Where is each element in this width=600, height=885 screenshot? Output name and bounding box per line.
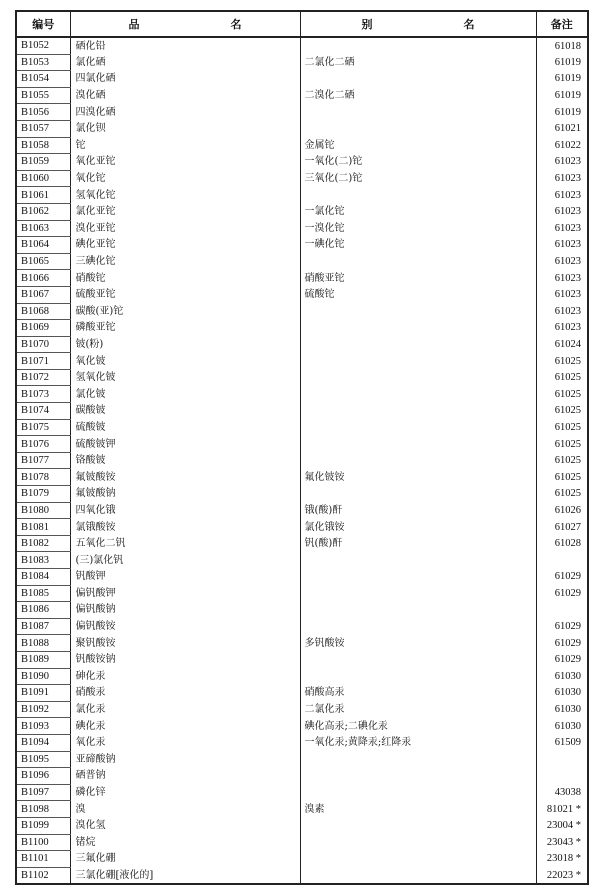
- row-code: B1080: [16, 502, 70, 519]
- row-note: 61029: [554, 637, 581, 649]
- row-note: 61019: [554, 90, 581, 102]
- row-alias: [300, 452, 536, 469]
- row-name: 磷酸亚铊: [70, 320, 300, 337]
- table-row: [16, 37, 588, 54]
- row-code: B1066: [16, 270, 70, 287]
- row-code: B1072: [16, 369, 70, 386]
- row-alias: 硝酸高汞: [300, 685, 536, 702]
- table-row: [16, 253, 588, 270]
- row-name: 碳酸(亚)铊: [70, 303, 300, 320]
- table-row: [16, 469, 588, 486]
- table-row: [16, 701, 588, 718]
- row-name: 氧化铊: [70, 170, 300, 187]
- row-alias: 氯化锇铵: [300, 519, 536, 536]
- row-alias: 一溴化铊: [300, 220, 536, 237]
- header-code: 编号: [16, 11, 70, 37]
- row-name: 氧化铍: [70, 353, 300, 370]
- document-page: [15, 10, 587, 881]
- row-code: B1055: [16, 87, 70, 104]
- table-row: [16, 220, 588, 237]
- row-code: B1077: [16, 452, 70, 469]
- row-note: 61029: [554, 587, 581, 599]
- row-alias: [300, 104, 536, 121]
- row-name: 偏钒酸铵: [70, 618, 300, 635]
- row-name: 溴: [70, 801, 300, 818]
- table-row: [16, 602, 588, 619]
- table-row: [16, 734, 588, 751]
- row-note: 61025: [554, 355, 581, 367]
- row-alias: [300, 602, 536, 619]
- row-name: 氯化硒: [70, 54, 300, 71]
- row-name: 四溴化硒: [70, 104, 300, 121]
- row-code: B1058: [16, 137, 70, 154]
- row-alias: 硫酸铊: [300, 286, 536, 303]
- row-alias: [300, 303, 536, 320]
- row-name: 偏钒酸钠: [70, 602, 300, 619]
- table-row: [16, 685, 588, 702]
- row-code: B1092: [16, 701, 70, 718]
- row-name: 磷化锌: [70, 784, 300, 801]
- row-code: B1100: [16, 834, 70, 851]
- table-row: [16, 535, 588, 552]
- row-alias: 多钒酸铵: [300, 635, 536, 652]
- row-note: 61023: [554, 305, 581, 317]
- table-row: [16, 336, 588, 353]
- table-row: [16, 353, 588, 370]
- row-alias: [300, 618, 536, 635]
- row-code: B1093: [16, 718, 70, 735]
- row-alias: 硝酸亚铊: [300, 270, 536, 287]
- table-row: [16, 104, 588, 121]
- table-row: [16, 54, 588, 71]
- table-row: [16, 552, 588, 569]
- row-code: B1091: [16, 685, 70, 702]
- row-code: B1075: [16, 419, 70, 436]
- row-note: 61023: [554, 173, 581, 185]
- row-name: 氯化汞: [70, 701, 300, 718]
- row-alias: 一氧化汞;黄降汞;红降汞: [300, 734, 536, 751]
- table-row: [16, 851, 588, 868]
- table-row: [16, 203, 588, 220]
- row-note: 61025: [554, 471, 581, 483]
- row-code: B1071: [16, 353, 70, 370]
- row-name: 硫酸亚铊: [70, 286, 300, 303]
- row-alias: [300, 569, 536, 586]
- table-row: [16, 635, 588, 652]
- row-code: B1070: [16, 336, 70, 353]
- row-alias: 一氧化(二)铊: [300, 154, 536, 171]
- row-alias: 二溴化二硒: [300, 87, 536, 104]
- table-header: [16, 11, 588, 37]
- row-name: 三碘化铊: [70, 253, 300, 270]
- row-name: 氧化亚铊: [70, 154, 300, 171]
- row-alias: 氟化铍铵: [300, 469, 536, 486]
- row-note: 61023: [554, 256, 581, 268]
- row-alias: [300, 651, 536, 668]
- table-row: [16, 651, 588, 668]
- row-code: B1098: [16, 801, 70, 818]
- table-row: [16, 386, 588, 403]
- row-alias: [300, 751, 536, 768]
- row-alias: 碘化高汞;二碘化汞: [300, 718, 536, 735]
- row-alias: [300, 120, 536, 137]
- row-alias: [300, 419, 536, 436]
- row-name: 四氯化硒: [70, 71, 300, 88]
- row-note: 61024: [554, 338, 581, 350]
- row-name: 硫酸铍钾: [70, 436, 300, 453]
- row-name: 四氧化锇: [70, 502, 300, 519]
- row-code: B1052: [16, 37, 70, 54]
- row-note: 61023: [554, 289, 581, 301]
- row-code: B1056: [16, 104, 70, 121]
- row-alias: 溴素: [300, 801, 536, 818]
- row-note: 61023: [554, 189, 581, 201]
- row-note: 61025: [554, 405, 581, 417]
- row-code: B1053: [16, 54, 70, 71]
- row-note: [536, 552, 588, 569]
- table-row: [16, 784, 588, 801]
- table-row: [16, 585, 588, 602]
- row-note: 61023: [554, 272, 581, 284]
- table-row: [16, 668, 588, 685]
- row-code: B1096: [16, 768, 70, 785]
- table-row: [16, 71, 588, 88]
- table-row: [16, 419, 588, 436]
- row-note: 61023: [554, 206, 581, 218]
- row-code: B1076: [16, 436, 70, 453]
- row-name: 钒酸铵钠: [70, 651, 300, 668]
- row-alias: [300, 71, 536, 88]
- table-row: [16, 867, 588, 884]
- row-name: 碘化亚铊: [70, 237, 300, 254]
- table-row: [16, 320, 588, 337]
- row-note: 61026: [554, 504, 581, 516]
- row-note: 61027: [554, 521, 581, 533]
- row-note: 23004 *: [546, 820, 581, 832]
- row-note: 61019: [554, 73, 581, 85]
- row-note: 61023: [554, 239, 581, 251]
- row-note: 23043 *: [546, 836, 581, 848]
- row-alias: [300, 436, 536, 453]
- row-note: 22023 *: [546, 869, 581, 881]
- table-row: [16, 154, 588, 171]
- row-note: 61030: [554, 670, 581, 682]
- row-code: B1086: [16, 602, 70, 619]
- row-alias: [300, 369, 536, 386]
- row-name: 碳酸铍: [70, 403, 300, 420]
- table-row: [16, 718, 588, 735]
- row-name: 三氯化硼[液化的]: [70, 867, 300, 884]
- row-alias: 二氯化汞: [300, 701, 536, 718]
- row-code: B1097: [16, 784, 70, 801]
- row-note: 61018: [554, 40, 581, 52]
- row-code: B1062: [16, 203, 70, 220]
- table-row: [16, 87, 588, 104]
- table-row: [16, 486, 588, 503]
- row-code: B1099: [16, 817, 70, 834]
- row-code: B1078: [16, 469, 70, 486]
- row-code: B1063: [16, 220, 70, 237]
- table-row: [16, 768, 588, 785]
- row-code: B1061: [16, 187, 70, 204]
- row-alias: [300, 668, 536, 685]
- row-code: B1095: [16, 751, 70, 768]
- table-row: [16, 751, 588, 768]
- row-name: 氧化汞: [70, 734, 300, 751]
- row-code: B1087: [16, 618, 70, 635]
- row-name: 氯化钡: [70, 120, 300, 137]
- table-row: [16, 237, 588, 254]
- row-alias: [300, 403, 536, 420]
- row-code: B1060: [16, 170, 70, 187]
- row-alias: [300, 37, 536, 54]
- table-row: [16, 303, 588, 320]
- row-code: B1090: [16, 668, 70, 685]
- row-note: 61029: [554, 571, 581, 583]
- row-name: 氟铍酸铵: [70, 469, 300, 486]
- row-code: B1101: [16, 851, 70, 868]
- row-code: B1089: [16, 651, 70, 668]
- row-note: 61030: [554, 720, 581, 732]
- row-name: 氢氧化铊: [70, 187, 300, 204]
- row-name: 钒酸钾: [70, 569, 300, 586]
- row-alias: [300, 187, 536, 204]
- row-code: B1059: [16, 154, 70, 171]
- row-code: B1079: [16, 486, 70, 503]
- table-row: [16, 618, 588, 635]
- row-code: B1054: [16, 71, 70, 88]
- row-alias: [300, 386, 536, 403]
- row-alias: [300, 552, 536, 569]
- row-alias: 二氯化二硒: [300, 54, 536, 71]
- row-note: 61025: [554, 438, 581, 450]
- row-name: 三氟化硼: [70, 851, 300, 868]
- row-name: 氯化亚铊: [70, 203, 300, 220]
- row-note: 43038: [554, 787, 581, 799]
- row-alias: [300, 336, 536, 353]
- table-body: [16, 37, 588, 884]
- row-note: 81021 *: [546, 803, 581, 815]
- row-alias: [300, 834, 536, 851]
- row-note: 61025: [554, 421, 581, 433]
- chemical-table: [15, 10, 589, 885]
- header-name: 品 名: [70, 11, 300, 37]
- row-name: 硒普钠: [70, 768, 300, 785]
- row-alias: 一氯化铊: [300, 203, 536, 220]
- table-row: [16, 286, 588, 303]
- row-note: 61030: [554, 687, 581, 699]
- row-name: 氯化铍: [70, 386, 300, 403]
- row-alias: [300, 253, 536, 270]
- row-code: B1069: [16, 320, 70, 337]
- row-code: B1057: [16, 120, 70, 137]
- row-note: 61028: [554, 538, 581, 550]
- row-alias: [300, 486, 536, 503]
- row-name: 铊: [70, 137, 300, 154]
- row-alias: [300, 851, 536, 868]
- row-name: 偏钒酸钾: [70, 585, 300, 602]
- row-note: [536, 768, 588, 785]
- row-code: B1081: [16, 519, 70, 536]
- row-note: 61030: [554, 704, 581, 716]
- row-note: 61023: [554, 156, 581, 168]
- row-name: 砷化汞: [70, 668, 300, 685]
- table-row: [16, 270, 588, 287]
- row-alias: [300, 768, 536, 785]
- header-alias: 别 名: [300, 11, 536, 37]
- row-code: B1064: [16, 237, 70, 254]
- table-row: [16, 452, 588, 469]
- row-code: B1084: [16, 569, 70, 586]
- row-alias: 金属铊: [300, 137, 536, 154]
- row-code: B1088: [16, 635, 70, 652]
- table-row: [16, 502, 588, 519]
- row-alias: [300, 353, 536, 370]
- row-name: 溴化氢: [70, 817, 300, 834]
- row-note: 61029: [554, 654, 581, 666]
- row-code: B1083: [16, 552, 70, 569]
- row-alias: [300, 585, 536, 602]
- row-alias: 锇(酸)酐: [300, 502, 536, 519]
- row-code: B1074: [16, 403, 70, 420]
- table-row: [16, 403, 588, 420]
- row-alias: 一碘化铊: [300, 237, 536, 254]
- row-name: 铍(粉): [70, 336, 300, 353]
- row-name: 硒化铅: [70, 37, 300, 54]
- row-note: [536, 602, 588, 619]
- header-note: 备注: [536, 11, 588, 37]
- row-note: 61023: [554, 222, 581, 234]
- row-name: 铬酸铍: [70, 452, 300, 469]
- row-code: B1067: [16, 286, 70, 303]
- table-row: [16, 436, 588, 453]
- table-row: [16, 569, 588, 586]
- table-row: [16, 187, 588, 204]
- row-alias: [300, 817, 536, 834]
- row-name: 溴化亚铊: [70, 220, 300, 237]
- row-name: 氯锇酸铵: [70, 519, 300, 536]
- table-row: [16, 137, 588, 154]
- row-note: 61025: [554, 372, 581, 384]
- table-row: [16, 817, 588, 834]
- row-note: 61019: [554, 106, 581, 118]
- row-note: 61022: [554, 139, 581, 151]
- table-row: [16, 120, 588, 137]
- row-code: B1073: [16, 386, 70, 403]
- row-name: 硝酸铊: [70, 270, 300, 287]
- row-note: 61025: [554, 488, 581, 500]
- row-name: 氟铍酸钠: [70, 486, 300, 503]
- row-note: [536, 751, 588, 768]
- row-name: 硝酸汞: [70, 685, 300, 702]
- row-code: B1102: [16, 867, 70, 884]
- row-name: 溴化硒: [70, 87, 300, 104]
- row-name: (三)氯化钒: [70, 552, 300, 569]
- row-name: 硫酸铍: [70, 419, 300, 436]
- row-code: B1082: [16, 535, 70, 552]
- row-alias: 钒(酸)酐: [300, 535, 536, 552]
- row-code: B1068: [16, 303, 70, 320]
- row-note: 23018 *: [546, 853, 581, 865]
- table-row: [16, 834, 588, 851]
- row-name: 聚钒酸铵: [70, 635, 300, 652]
- row-note: 61019: [554, 56, 581, 68]
- row-alias: 三氧化(二)铊: [300, 170, 536, 187]
- row-note: 61021: [554, 123, 581, 135]
- row-alias: [300, 320, 536, 337]
- row-name: 亚碲酸钠: [70, 751, 300, 768]
- row-code: B1094: [16, 734, 70, 751]
- row-name: 五氧化二钒: [70, 535, 300, 552]
- row-note: 61025: [554, 388, 581, 400]
- table-row: [16, 519, 588, 536]
- row-note: 61025: [554, 455, 581, 467]
- row-name: 碘化汞: [70, 718, 300, 735]
- row-code: B1085: [16, 585, 70, 602]
- row-name: 氢氧化铍: [70, 369, 300, 386]
- row-note: 61023: [554, 322, 581, 334]
- row-name: 锗烷: [70, 834, 300, 851]
- row-note: 61029: [554, 621, 581, 633]
- table-row: [16, 170, 588, 187]
- row-alias: [300, 867, 536, 884]
- table-row: [16, 369, 588, 386]
- row-code: B1065: [16, 253, 70, 270]
- row-note: 61509: [554, 737, 581, 749]
- row-alias: [300, 784, 536, 801]
- table-row: [16, 801, 588, 818]
